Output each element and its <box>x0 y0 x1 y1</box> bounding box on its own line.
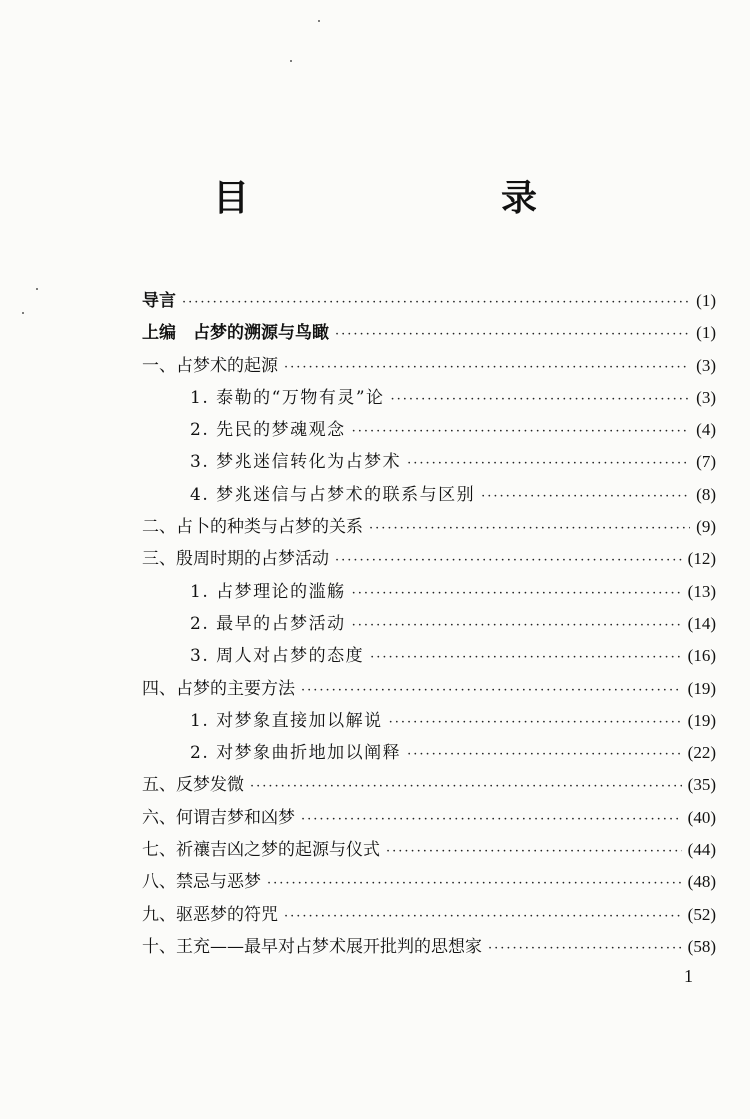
toc-entry-label: 三、殷周时期的占梦活动 <box>142 549 329 570</box>
toc-entry-label: 1. 泰勒的“万物有灵”论 <box>190 387 385 408</box>
toc-entry-page: (19) <box>687 678 716 698</box>
toc-entry-page: (8) <box>696 484 716 504</box>
toc-leader-dots <box>182 295 690 310</box>
page-title: 目 录 <box>212 178 597 219</box>
toc-entry-label: 3. 周人对占梦的态度 <box>190 646 365 667</box>
toc-leader-dots <box>391 392 691 407</box>
toc-leader-dots <box>352 618 682 633</box>
toc-entry[interactable] <box>142 674 716 706</box>
toc-leader-dots <box>488 941 682 956</box>
toc-entry-page: (7) <box>696 452 716 472</box>
toc-entry-label: 1. 对梦象直接加以解说 <box>190 710 383 731</box>
page-number: 1 <box>684 966 693 986</box>
toc-leader-dots <box>284 360 690 375</box>
toc-entry-page: (35) <box>687 775 716 795</box>
toc-entry-label: 2. 对梦象曲折地加以阐释 <box>190 743 402 764</box>
toc-entry-label: 六、何谓吉梦和凶梦 <box>142 807 295 828</box>
toc-entry-label: 2. 最早的占梦活动 <box>190 613 346 634</box>
toc-entry[interactable] <box>142 480 716 512</box>
toc-leader-dots <box>250 779 682 794</box>
toc-entry[interactable] <box>142 512 716 544</box>
toc-entry-page: (22) <box>687 743 716 763</box>
toc-entry[interactable] <box>142 770 716 802</box>
toc-leader-dots <box>386 844 682 859</box>
toc-entry-label: 十、王充——最早对占梦术展开批判的思想家 <box>142 936 482 957</box>
toc-entry[interactable] <box>142 383 716 415</box>
toc-leader-dots <box>267 876 682 891</box>
toc-entry-label: 导言 <box>142 291 176 311</box>
table-of-contents <box>142 286 716 964</box>
toc-entry-page: (9) <box>696 517 716 537</box>
toc-leader-dots <box>481 489 690 504</box>
scan-speck <box>36 288 38 290</box>
toc-entry-page: (48) <box>687 872 716 892</box>
toc-entry[interactable] <box>142 738 716 770</box>
toc-entry-label: 4. 梦兆迷信与占梦术的联系与区别 <box>190 484 476 505</box>
toc-leader-dots <box>369 521 690 536</box>
toc-leader-dots <box>284 909 682 924</box>
toc-leader-dots <box>407 456 690 471</box>
toc-entry-page: (1) <box>696 291 716 310</box>
toc-leader-dots <box>335 327 690 342</box>
scan-speck <box>318 20 320 22</box>
toc-entry-page: (12) <box>687 549 716 569</box>
toc-leader-dots <box>301 812 682 827</box>
toc-entry-page: (19) <box>687 710 716 730</box>
toc-entry[interactable] <box>142 609 716 641</box>
toc-entry-page: (16) <box>687 646 716 666</box>
toc-leader-dots <box>389 715 682 730</box>
toc-entry-page: (52) <box>687 904 716 924</box>
toc-entry-page: (58) <box>687 936 716 956</box>
toc-entry-page: (1) <box>696 323 716 343</box>
toc-entry-label: 1. 占梦理论的滥觞 <box>190 581 346 602</box>
toc-entry[interactable] <box>142 641 716 673</box>
toc-entry-label: 八、禁忌与恶梦 <box>142 872 261 893</box>
toc-leader-dots <box>335 553 682 568</box>
toc-entry-label: 2. 先民的梦魂观念 <box>190 420 346 441</box>
toc-entry-page: (3) <box>696 355 716 375</box>
toc-entry[interactable] <box>142 932 716 964</box>
toc-entry[interactable] <box>142 706 716 738</box>
toc-leader-dots <box>352 424 691 439</box>
toc-entry[interactable] <box>142 803 716 835</box>
toc-entry[interactable] <box>142 415 716 447</box>
toc-entry[interactable] <box>142 286 716 318</box>
scan-speck <box>22 312 24 314</box>
toc-entry[interactable] <box>142 577 716 609</box>
scan-speck <box>290 60 292 62</box>
toc-leader-dots <box>301 683 682 698</box>
toc-entry-label: 上编 占梦的溯源与鸟瞰 <box>142 323 329 344</box>
toc-leader-dots <box>352 586 682 601</box>
toc-entry-page: (13) <box>687 581 716 601</box>
toc-entry-label: 五、反梦发微 <box>142 775 244 796</box>
toc-entry-page: (4) <box>696 420 716 440</box>
toc-entry-label: 四、占梦的主要方法 <box>142 678 295 699</box>
toc-entry-label: 3. 梦兆迷信转化为占梦术 <box>190 452 402 473</box>
toc-entry[interactable] <box>142 351 716 383</box>
toc-entry[interactable] <box>142 867 716 899</box>
toc-entry[interactable] <box>142 835 716 867</box>
toc-entry-label: 一、占梦术的起源 <box>142 355 278 376</box>
toc-entry-page: (40) <box>687 807 716 827</box>
toc-entry-page: (3) <box>696 387 716 407</box>
toc-leader-dots <box>407 747 682 762</box>
toc-entry[interactable] <box>142 544 716 576</box>
toc-entry-label: 二、占卜的种类与占梦的关系 <box>142 517 363 538</box>
toc-entry[interactable] <box>142 447 716 479</box>
toc-entry[interactable] <box>142 900 716 932</box>
toc-entry-label: 九、驱恶梦的符咒 <box>142 904 278 925</box>
toc-entry-page: (14) <box>687 613 716 633</box>
toc-leader-dots <box>370 650 682 665</box>
toc-entry-label: 七、祈禳吉凶之梦的起源与仪式 <box>142 840 380 861</box>
toc-entry[interactable] <box>142 318 716 350</box>
toc-entry-page: (44) <box>687 840 716 860</box>
